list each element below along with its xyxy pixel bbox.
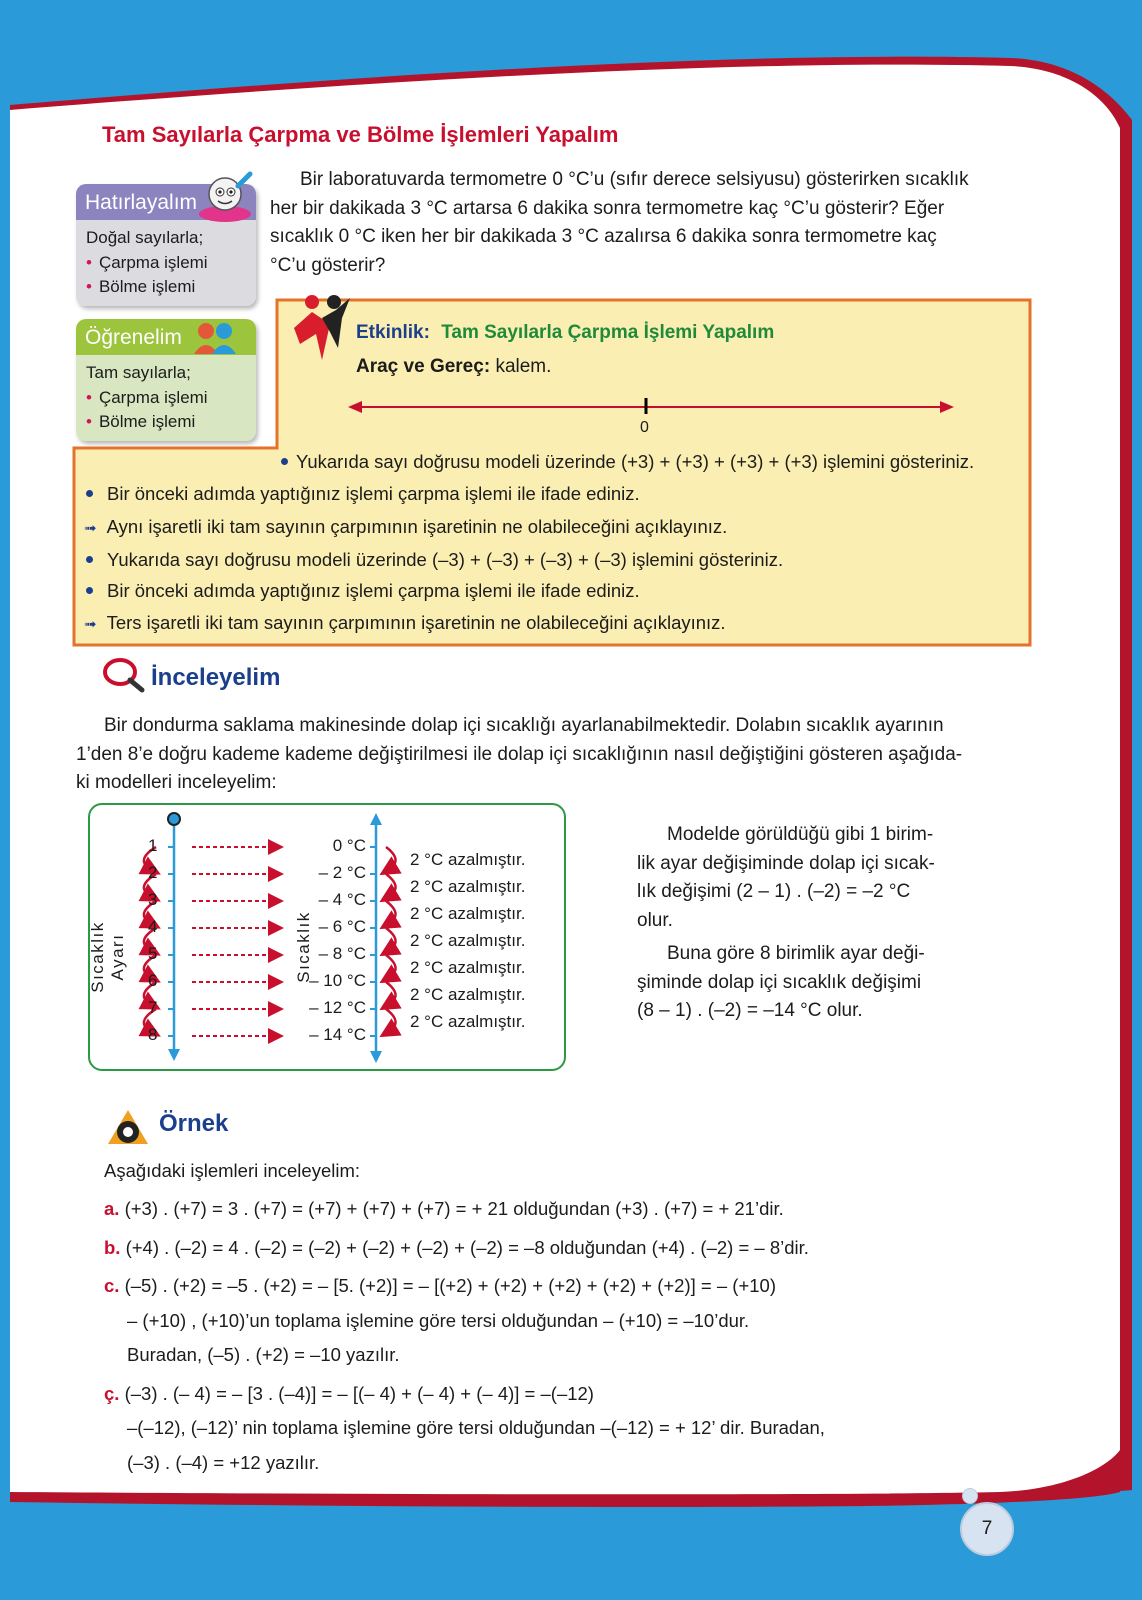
model-text-line: Buna göre 8 birimlik ayar deği- [667,943,925,964]
temperature-label: 0 °C [332,836,366,855]
mascot-icon [198,168,256,226]
ornek-item-c-line: Buradan, (–5) . (+2) = –10 yazılır. [127,1344,400,1365]
temperature-label: – 14 °C [309,1025,366,1044]
ornek-heading: Örnek [159,1110,229,1137]
number-line-zero: 0 [640,419,649,436]
etkinlik-heading: Tam Sayılarla Çarpma İşlemi Yapalım [441,322,775,343]
page-title: Tam Sayılarla Çarpma ve Bölme İşlemleri Yapalım [102,122,619,147]
setting-label: 4 [148,917,158,936]
setting-label: 6 [148,971,158,990]
model-text-line: Modelde görüldüğü gibi 1 birim- [667,824,934,845]
temperature-label: – 10 °C [309,971,366,990]
etkinlik-step: ➟ Ters işaretli iki tam sayının çarpımının işaretinin ne olabileceğini açıklayınız. [84,612,726,633]
arrow-right-icon: ➟ [84,616,97,633]
tools-value: kalem. [495,356,552,377]
temperature-label: – 6 °C [318,917,366,936]
ornek-item-c-line: – (+10) , (+10)’un toplama işlemine göre tersi olduğundan – (+10) = –10’dur. [127,1309,750,1331]
hatirlayalim-item: • Bölme işlemi [86,277,196,296]
inceleyelim-paragraph [76,712,1112,798]
decrease-label: 2 °C azalmıştır. [410,957,526,977]
temperature-label: – 12 °C [309,998,366,1017]
temperature-step-arrow [386,901,396,924]
intro-paragraph [270,166,1030,280]
model-text-line: lık değişimi (2 – 1) . (–2) = –2 °C [637,881,911,902]
ornek-item-cedilla-line: –(–12), (–12)’ nin toplama işlemine göre tersi olduğundan –(–12) = + 12’ dir. Buradan, [127,1417,825,1438]
ornek-item-c: c. (–5) . (+2) = –5 . (+2) = – [5. (+2)] = – [(+2) + (+2) + (+2) + (+2) + (+2)] = – (+10) [104,1275,776,1296]
intro-line: sıcaklık 0 °C iken her bir dakikada 3 °C azalırsa 6 dakika sonra termometre kaç [270,226,937,247]
etkinlik-step: Yukarıda sayı doğrusu modeli üzerinde (+3) + (+3) + (+3) + (+3) işlemini gösteriniz. [281,451,974,473]
page-number-bubble [962,1488,978,1504]
inceleyelim-heading: İnceleyelim [151,664,281,691]
inceleyelim-line: ki modelleri inceleyelim: [76,772,277,793]
ornek-item-cedilla-line: (–3) . (–4) = +12 yazılır. [127,1451,320,1473]
decrease-label: 2 °C azalmıştır. [410,984,526,1004]
etkinlik-step: Bir önceki adımda yaptığınız işlemi çarpma işlemi ile ifade ediniz. [86,580,640,602]
temperature-label: – 2 °C [318,863,366,882]
ornek-list [104,1192,1104,1480]
temperature-step-arrow [386,955,396,978]
model-explanation [637,821,977,1026]
magnifier-icon [102,656,148,696]
etkinlik-label: Etkinlik: [356,322,430,343]
tools-label: Araç ve Gereç: [356,356,491,377]
right-axis-label: Sıcaklık [294,911,313,983]
page [10,10,1132,1590]
setting-label: 3 [148,890,158,909]
temperature-step-arrow [386,847,396,870]
decrease-label: 2 °C azalmıştır. [410,876,526,896]
ornek-intro: Aşağıdaki işlemleri inceleyelim: [104,1160,361,1181]
ogrenelim-item: • Bölme işlemi [86,412,196,431]
ornek-item-c-cedilla: ç. (–3) . (– 4) = – [3 . (–4)] = – [(– 4) + (– 4) + (– 4)] = –(–12) [104,1382,594,1404]
intro-line: Bir laboratuvarda termometre 0 °C’u (sıfır derece selsiyusu) gösterirken sıcaklık [300,169,969,190]
example-icon [106,1108,150,1148]
ogrenelim-intro: Tam sayılarla; [86,363,191,382]
model-text-line: lik ayar değişiminde dolap içi sıcak- [637,852,935,874]
setting-label: 1 [148,836,158,855]
decrease-label: 2 °C azalmıştır. [410,1011,526,1031]
intro-line: °C’u gösterir? [270,254,386,276]
model-text-line: olur. [637,909,673,931]
activity-people-icon [282,288,362,368]
setting-label: 2 [148,863,158,882]
etkinlik-step: Bir önceki adımda yaptığınız işlemi çarpma işlemi ile ifade ediniz. [86,483,640,505]
decrease-label: 2 °C azalmıştır. [410,849,526,869]
setting-label: 7 [148,998,158,1017]
temperature-label: – 8 °C [318,944,366,963]
model-text-line: şiminde dolap içi sıcaklık değişimi [637,971,922,993]
setting-label: 8 [148,1025,158,1044]
number-line [348,394,954,418]
ornek-item-b: b. (+4) . (–2) = 4 . (–2) = (–2) + (–2) + (–2) + (–2) = –8 olduğundan (+4) . (–2) = – 8’dir. [104,1236,809,1258]
decrease-label: 2 °C azalmıştır. [410,930,526,950]
hatirlayalim-intro: Doğal sayılarla; [86,228,204,247]
left-axis-label: Sıcaklık Ayarı [88,921,127,993]
ornek-item-a: a. (+3) . (+7) = 3 . (+7) = (+7) + (+7) + (+7) = + 21 olduğundan (+3) . (+7) = + 21’dir. [104,1198,784,1219]
temperature-label: – 4 °C [318,890,366,909]
ogrenelim-item: • Çarpma işlemi [86,387,208,407]
ogrenelim-header: Öğrenelim [76,319,256,355]
page-number: 7 [960,1502,1014,1556]
temperature-step-arrow [386,928,396,951]
decrease-label: 2 °C azalmıştır. [410,903,526,923]
etkinlik-step: ➟ Aynı işaretli iki tam sayının çarpımının işaretinin ne olabileceğini açıklayınız. [84,516,728,537]
etkinlik-title [356,322,774,344]
hatirlayalim-header: Hatırlayalım [76,184,256,220]
setting-label: 5 [148,944,158,963]
arrow-right-icon: ➟ [84,520,97,537]
hatirlayalim-body [76,220,256,306]
temperature-step-arrow [386,1009,396,1032]
tools-line [356,356,551,378]
temperature-step-arrow [386,874,396,897]
inceleyelim-line: Bir dondurma saklama makinesinde dolap içi sıcaklığı ayarlanabilmektedir. Dolabın sıcaklık ayarının [104,715,944,736]
model-diagram [88,803,566,1071]
model-text-line: (8 – 1) . (–2) = –14 °C olur. [637,1000,863,1021]
intro-line: her bir dakikada 3 °C artarsa 6 dakika sonra termometre kaç °C’u gösterir? Eğer [270,197,945,219]
hatirlayalim-item: • Çarpma işlemi [86,252,208,272]
etkinlik-step: Yukarıda sayı doğrusu modeli üzerinde (–3) + (–3) + (–3) + (–3) işlemini gösteriniz. [86,549,783,571]
temperature-step-arrow [386,982,396,1005]
inceleyelim-line: 1’den 8’e doğru kademe kademe değiştirilmesi ile dolap içi sıcaklığının nasıl değiştiğini gösteren aşağıda- [76,743,963,765]
